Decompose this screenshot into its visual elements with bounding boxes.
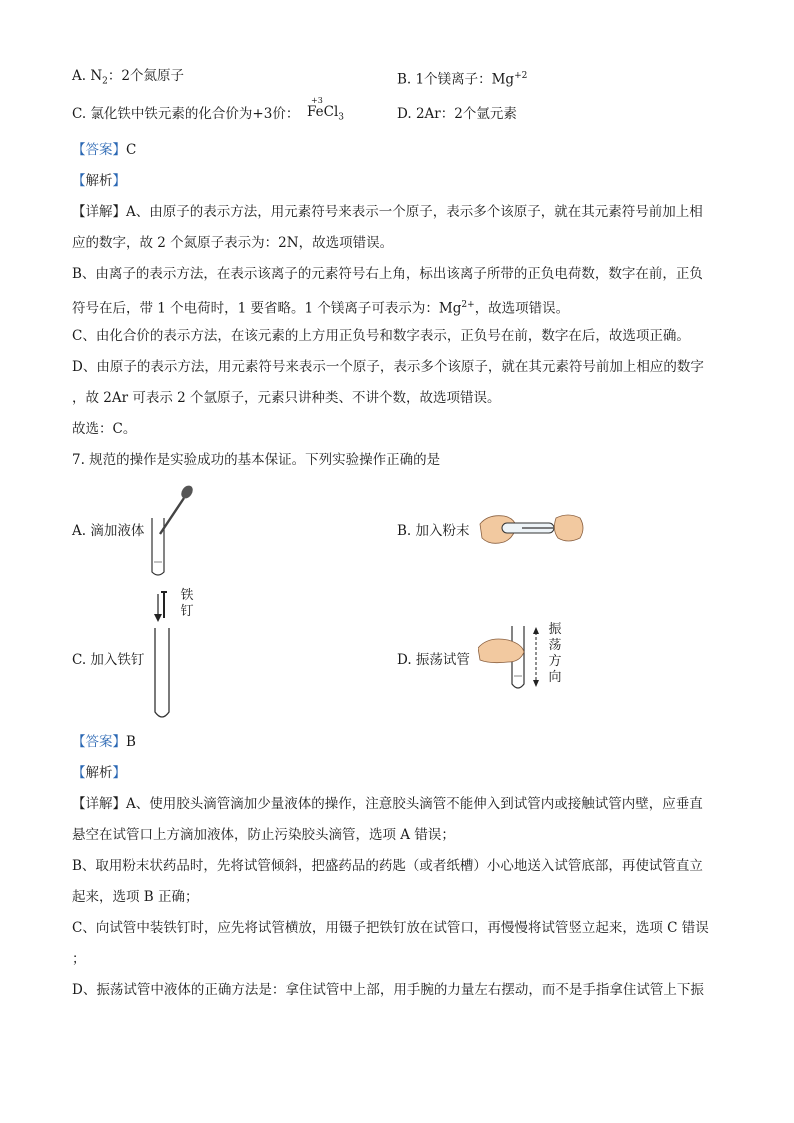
answer-2-value: B	[126, 734, 136, 750]
arrow-down-head	[533, 680, 539, 687]
detail-1-line-3: B、由离子的表示方法，在表示该离子的元素符号右上角，标出该离子所带的正负电荷数，数字在前，正负	[72, 266, 703, 282]
answer-1-value: C	[126, 142, 137, 158]
option-a-formula: N	[90, 68, 103, 84]
detail-2-line-7: D、振荡试管中液体的正确方法是：拿住试管中上部，用手腕的力量左右摆动，而不是手指拿住试管上下振	[72, 982, 704, 998]
option-c-text: 氯化铁中铁元素的化合价为+3价：	[90, 106, 300, 122]
q7-option-c-label: C. 加入铁钉	[72, 652, 145, 668]
option-a-text: ：2个氮原子	[107, 68, 184, 84]
shake-label-char-1: 振	[548, 622, 562, 637]
mg-ion-tail: ，故选项错误。	[474, 300, 570, 317]
nail-label-char-2: 钉	[180, 604, 194, 619]
fecl3-formula	[307, 96, 344, 123]
powder-figure	[478, 508, 588, 552]
option-b	[397, 66, 527, 90]
answer-1-label: 【答案】	[72, 142, 126, 158]
analysis-2-label: 解析	[85, 765, 113, 781]
shaking-figure	[478, 622, 542, 696]
nail-label	[180, 588, 194, 620]
detail-2-line-6: ；	[72, 951, 86, 967]
analysis-2: 【解析】	[72, 765, 126, 781]
detail-1-line-4	[72, 295, 569, 319]
answer-2-label: 【答案】	[72, 734, 126, 750]
option-b-text: 1个镁离子：Mg	[415, 71, 515, 88]
detail-1-line-8: 故选：C。	[72, 421, 137, 437]
option-a-subscript: 2	[102, 76, 108, 87]
detail-1-line-6: D、由原子的表示方法，用元素符号来表示一个原子，表示多个该原子，就在其元素符号前加上相应的数字	[72, 359, 704, 375]
q7-option-d-label: D. 振荡试管	[397, 652, 470, 668]
detail-1-line-4-text: 符号在后，带 1 个电荷时，1 要省略。1 个镁离子可表示为：Mg	[72, 300, 462, 317]
shake-label	[548, 622, 562, 686]
detail-2-line-2: 悬空在试管口上方滴加液体，防止污染胶头滴管，选项 A 错误；	[72, 827, 455, 843]
test-tube-a	[152, 518, 164, 575]
q7-option-a-label: A. 滴加液体	[72, 523, 145, 539]
fecl-main: FeCl	[307, 104, 339, 120]
right-hand	[554, 515, 583, 541]
nail-label-char-1: 铁	[180, 588, 194, 603]
option-a-label: A.	[72, 68, 87, 84]
dropper-bulb	[179, 483, 195, 500]
shake-label-char-4: 向	[548, 670, 562, 685]
option-c	[72, 104, 299, 124]
analysis-1: 【解析】	[72, 173, 126, 189]
option-d-label: D.	[397, 106, 412, 122]
dropper-figure	[146, 480, 206, 580]
q7-option-b-label: B. 加入粉末	[397, 523, 470, 539]
test-tube-c	[155, 628, 169, 717]
option-a	[72, 66, 184, 92]
fecl-subscript: 3	[338, 112, 344, 123]
shake-label-char-3: 方	[548, 654, 562, 669]
answer-2	[72, 732, 136, 752]
detail-1-line-5: C、由化合价的表示方法，在该元素的上方用正负号和数字表示，正负号在前，数字在后，故选项正确。	[72, 328, 690, 344]
analysis-1-label: 解析	[85, 173, 113, 189]
nail-figure	[150, 588, 180, 722]
q7-stem: 7. 规范的操作是实验成功的基本保证。下列实验操作正确的是	[72, 452, 441, 468]
option-d	[397, 104, 517, 124]
detail-1-line-1: 【详解】A、由原子的表示方法，用元素符号来表示一个原子，表示多个该原子，就在其元素符号前加上相	[72, 204, 703, 220]
detail-2-line-4: 起来，选项 B 正确；	[72, 889, 199, 905]
option-c-label: C.	[72, 106, 87, 122]
arrow-up-head	[533, 627, 539, 634]
arrow-head	[154, 614, 162, 622]
detail-1-line-7: ，故 2Ar 可表示 2 个氩原子，元素只讲种类、不讲个数，故选项错误。	[72, 390, 501, 406]
option-d-text: 2Ar：2个氩元素	[415, 106, 517, 122]
oxidation-state: +3	[311, 96, 323, 105]
option-b-superscript: +2	[514, 71, 528, 81]
detail-2-line-5: C、向试管中装铁钉时，应先将试管横放，用镊子把铁钉放在试管口，再慢慢将试管竖立起来，选项 C 错误	[72, 920, 709, 936]
dropper-tube	[160, 498, 184, 534]
mg-ion-superscript: 2+	[461, 300, 475, 310]
detail-2-line-1: 【详解】A、使用胶头滴管滴加少量液体的操作，注意胶头滴管不能伸入到试管内或接触试管内壁，应垂直	[72, 796, 703, 812]
answer-1	[72, 140, 136, 160]
detail-1-line-2: 应的数字，故 2 个氮原子表示为：2N，故选项错误。	[72, 235, 394, 251]
shake-label-char-2: 荡	[548, 638, 562, 653]
detail-2-line-3: B、取用粉末状药品时，先将试管倾斜，把盛药品的药匙（或者纸槽）小心地送入试管底部，再使试管直立	[72, 858, 703, 874]
option-b-label: B.	[397, 71, 412, 88]
hand-d	[478, 639, 524, 663]
